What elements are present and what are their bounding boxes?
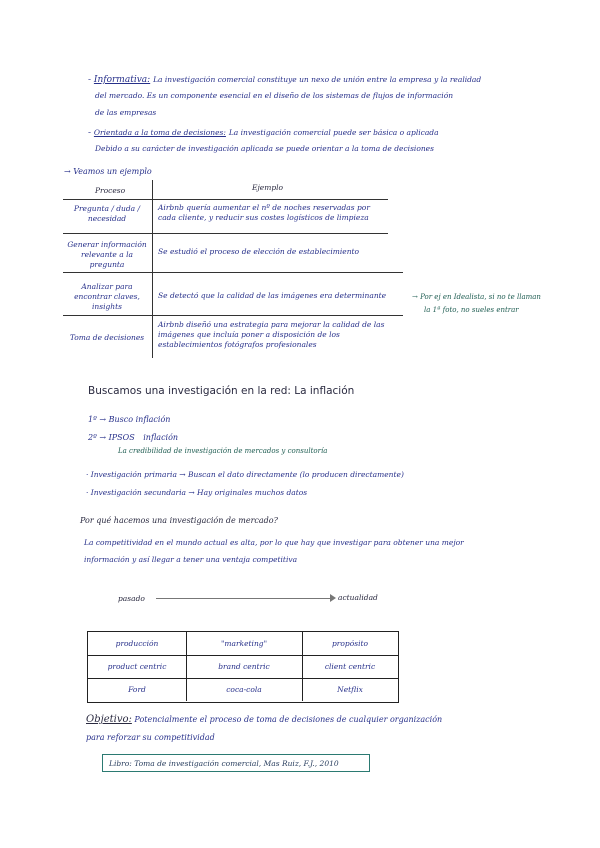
- axis-left-label: pasado: [118, 594, 145, 603]
- table-vertical-divider: [152, 180, 153, 358]
- table-cell: coca-cola: [186, 678, 303, 701]
- table-row: [88, 632, 398, 656]
- table-row-process: Analizar para encontrar claves, insights: [74, 282, 140, 311]
- table-row-example: Airbnb diseñó una estrategia para mejorar la calidad de las imágenes que incluía poner a disposición de los establecimientos fotógrafos profesionales: [158, 320, 385, 349]
- table-divider: [63, 199, 388, 200]
- table-header-process: Proceso: [95, 186, 126, 195]
- table-divider: [63, 233, 388, 234]
- table-cell: "marketing": [186, 632, 303, 655]
- investigacion-primaria: · Investigación primaria → Buscan el dato directamente (lo producen directamente): [86, 470, 404, 479]
- table-cell: producción: [88, 632, 187, 655]
- informativa-line-1: [88, 74, 481, 86]
- answer-line-2: información y así llegar a tener una ventaja competitiva: [84, 555, 298, 564]
- example-intro: → Veamos un ejemplo: [64, 167, 152, 176]
- table-row-process: Generar información relevante a la pregunta: [67, 240, 147, 269]
- section-heading-inflacion: Buscamos una investigación en la red: La inflación: [88, 385, 355, 397]
- investigacion-secundaria: · Investigación secundaria → Hay originales muchos datos: [86, 488, 308, 497]
- orientada-term: Orientada a la toma de decisiones:: [93, 128, 226, 137]
- orientada-line-1: [88, 127, 439, 139]
- table-row: [88, 655, 398, 679]
- side-note-line-1: → Por ej en Idealista, si no te llaman: [412, 293, 541, 301]
- orientada-text-1: La investigación comercial puede ser básica o aplicada: [228, 128, 439, 137]
- step-2: [88, 432, 178, 444]
- table-cell: Netflix: [337, 685, 363, 694]
- informativa-line-2: del mercado. Es un componente esencial en el diseño de los sistemas de flujos de información: [95, 91, 454, 100]
- table-cell: propósito: [332, 639, 368, 648]
- objective-term: Objetivo:: [86, 714, 132, 725]
- orientada-line-2: Debido a su carácter de investigación aplicada se puede orientar a la toma de decisiones: [95, 144, 434, 153]
- table-row: [88, 678, 398, 701]
- informativa-line-3: de las empresas: [95, 108, 157, 117]
- question-heading: Por qué hacemos una investigación de mercado?: [80, 516, 278, 525]
- answer-line-1: La competitividad en el mundo actual es alta, por lo que hay que investigar para obtener una mejor: [84, 538, 464, 547]
- timeline-line: [156, 598, 332, 599]
- table-row-example: Se estudió el proceso de elección de establecimiento: [158, 247, 360, 256]
- step-2-suffix: inflación: [143, 433, 179, 442]
- table-divider: [63, 272, 403, 273]
- table-row-process: Pregunta / duda / necesidad: [73, 204, 141, 223]
- step-1: 1º → Busco inflación: [88, 415, 171, 424]
- objective-text-1: Potencialmente el proceso de toma de decisiones de cualquier organización: [134, 715, 443, 724]
- timeline-arrow-icon: [330, 594, 336, 602]
- objective-line-1: [86, 714, 442, 726]
- objective-line-2: para reforzar su competitividad: [86, 733, 215, 742]
- table-cell: Ford: [88, 678, 187, 701]
- axis-right-label: actualidad: [338, 593, 378, 602]
- evolution-table: [87, 631, 399, 703]
- table-cell: product centric: [88, 655, 187, 678]
- informativa-text-1: La investigación comercial constituye un nexo de unión entre la empresa y la realidad: [153, 75, 482, 84]
- bullet-dash: -: [88, 75, 94, 85]
- bullet-dash: -: [88, 128, 94, 138]
- table-header-example: Ejemplo: [252, 183, 284, 192]
- reference-box: Libro: Toma de investigación comercial, Mas Ruiz, F.J., 2010: [102, 754, 370, 772]
- step-2-prefix: 2º → IPSOS: [88, 433, 135, 442]
- table-cell: brand centric: [186, 655, 303, 678]
- table-row-example: Se detectó que la calidad de las imágenes era determinante: [158, 291, 387, 300]
- side-note-line-2: la 1ª foto, no sueles entrar: [424, 306, 519, 314]
- step-2-sub: La credibilidad de investigación de mercados y consultoría: [118, 447, 328, 455]
- table-cell: client centric: [324, 662, 376, 671]
- table-row-process: Toma de decisiones: [69, 333, 145, 342]
- informativa-term: Informativa:: [93, 75, 151, 85]
- table-divider: [63, 315, 403, 316]
- table-row-example: Airbnb quería aumentar el nº de noches reservadas por cada cliente, y reducir sus costes logísticos de limpieza: [158, 203, 370, 222]
